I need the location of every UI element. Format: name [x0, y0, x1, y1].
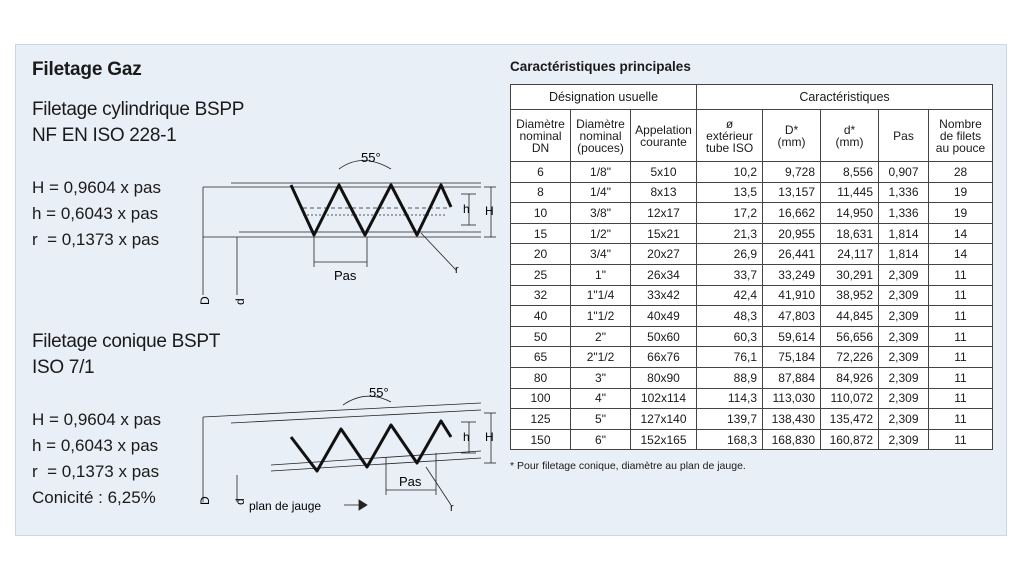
table-cell: 11: [929, 326, 993, 347]
table-cell: 1,814: [879, 223, 929, 244]
column-header-line: Appelation: [635, 122, 692, 137]
table-cell: 11,445: [821, 182, 879, 203]
column-header: [697, 110, 763, 162]
table-cell: 3/8": [571, 203, 631, 224]
column-header-line: (pouces): [577, 140, 624, 155]
bspp-angle-label: 55°: [361, 150, 381, 165]
bspt-thread-diagram: [191, 377, 501, 527]
table-row: [511, 306, 993, 327]
table-cell: 11: [929, 367, 993, 388]
table-cell: 38,952: [821, 285, 879, 306]
table-cell: 168,3: [697, 429, 763, 450]
table-cell: 3": [571, 367, 631, 388]
table-cell: 1": [571, 264, 631, 285]
table-cell: 138,430: [763, 409, 821, 430]
table-cell: 2": [571, 326, 631, 347]
group-header-designation: Désignation usuelle: [511, 85, 697, 110]
table-cell: 11: [929, 409, 993, 430]
column-header-line: Nombre: [939, 116, 982, 131]
table-cell: 84,926: [821, 367, 879, 388]
table-cell: 20: [511, 244, 571, 265]
column-header-line: d*: [843, 122, 856, 137]
table-cell: 19: [929, 182, 993, 203]
table-cell: 87,884: [763, 367, 821, 388]
table-cell: 50: [511, 326, 571, 347]
table-cell: 6: [511, 162, 571, 183]
table-body: [511, 162, 993, 450]
table-cell: 113,030: [763, 388, 821, 409]
table-cell: 32: [511, 285, 571, 306]
bspp-formula-r: r = 0,1373 x pas: [32, 230, 160, 249]
table-row: [511, 203, 993, 224]
column-header: [879, 110, 929, 162]
table-cell: 160,872: [821, 429, 879, 450]
bspp-d-label: d: [233, 298, 247, 305]
table-cell: 1"1/2: [571, 306, 631, 327]
column-header-line: Diamètre: [576, 116, 625, 131]
table-cell: 2,309: [879, 285, 929, 306]
table-cell: 33,249: [763, 264, 821, 285]
table-cell: 12x17: [631, 203, 697, 224]
table-cell: 8,556: [821, 162, 879, 183]
table-cell: 1,336: [879, 182, 929, 203]
table-cell: 80: [511, 367, 571, 388]
column-header-line: de filets: [939, 128, 982, 143]
table-cell: 135,472: [821, 409, 879, 430]
table-row: [511, 347, 993, 368]
table-cell: 66x76: [631, 347, 697, 368]
bspt-formula-h: h = 0,6043 x pas: [32, 436, 159, 455]
table-cell: 127x140: [631, 409, 697, 430]
table-cell: 88,9: [697, 367, 763, 388]
column-header: [511, 110, 571, 162]
bspt-D-label: D: [198, 496, 212, 505]
table-cell: 2,309: [879, 264, 929, 285]
content-panel: [15, 44, 1007, 536]
table-row: [511, 367, 993, 388]
table-cell: 21,3: [697, 223, 763, 244]
bspp-D-label: D: [198, 296, 212, 305]
table-cell: 2,309: [879, 367, 929, 388]
table-cell: 44,845: [821, 306, 879, 327]
column-header: [631, 110, 697, 162]
table-cell: 1,814: [879, 244, 929, 265]
table-cell: 10: [511, 203, 571, 224]
table-cell: 168,830: [763, 429, 821, 450]
table-cell: 10,2: [697, 162, 763, 183]
table-cell: 28: [929, 162, 993, 183]
table-cell: 72,226: [821, 347, 879, 368]
column-header-line: D*: [784, 122, 799, 137]
table-cell: 11: [929, 388, 993, 409]
table-cell: 14: [929, 244, 993, 265]
table-cell: 11: [929, 306, 993, 327]
column-header-line: Diamètre: [516, 116, 565, 131]
table-cell: 26x34: [631, 264, 697, 285]
table-cell: 5": [571, 409, 631, 430]
table-cell: 41,910: [763, 285, 821, 306]
page-title: Filetage Gaz: [32, 59, 142, 80]
bspp-r-label: r: [455, 264, 459, 276]
table-cell: 102x114: [631, 388, 697, 409]
table-cell: 33x42: [631, 285, 697, 306]
bspt-H-label: H: [485, 430, 494, 444]
table-cell: 60,3: [697, 326, 763, 347]
bspp-h-label: h: [463, 202, 470, 216]
table-cell: 20,955: [763, 223, 821, 244]
bspt-formula-H: H = 0,9604 x pas: [32, 410, 162, 429]
table-row: [511, 285, 993, 306]
bspp-H-label: H: [485, 204, 494, 218]
table-cell: 139,7: [697, 409, 763, 430]
table-row: [511, 182, 993, 203]
bspt-h-label: h: [463, 430, 470, 444]
table-cell: 11: [929, 347, 993, 368]
column-header-line: tube ISO: [705, 140, 754, 155]
column-header-line: Pas: [893, 128, 914, 143]
table-row: [511, 162, 993, 183]
table-cell: 2,309: [879, 429, 929, 450]
table-cell: 1,336: [879, 203, 929, 224]
bspt-conicite: Conicité : 6,25%: [32, 488, 156, 507]
table-cell: 4": [571, 388, 631, 409]
group-header-caracteristiques: Caractéristiques: [697, 85, 993, 110]
table-cell: 11: [929, 429, 993, 450]
table-cell: 65: [511, 347, 571, 368]
column-header: [821, 110, 879, 162]
bspt-r-label: r: [450, 502, 454, 514]
column-header-line: (mm): [835, 134, 864, 149]
table-cell: 2,309: [879, 347, 929, 368]
table-cell: 42,4: [697, 285, 763, 306]
table-cell: 13,157: [763, 182, 821, 203]
table-row: [511, 326, 993, 347]
table-cell: 1/8": [571, 162, 631, 183]
bspt-plan-de-jauge-label: plan de jauge: [249, 499, 322, 513]
column-header: [571, 110, 631, 162]
table-cell: 24,117: [821, 244, 879, 265]
column-header: [763, 110, 821, 162]
table-cell: 100: [511, 388, 571, 409]
table-cell: 25: [511, 264, 571, 285]
bspp-title: [32, 97, 244, 149]
table-cell: 8: [511, 182, 571, 203]
table-cell: 3/4": [571, 244, 631, 265]
bspp-pas-label: Pas: [334, 268, 357, 283]
table-footnote: * Pour filetage conique, diamètre au plan de jauge.: [510, 460, 746, 472]
bspt-formula-r: r = 0,1373 x pas: [32, 462, 160, 481]
table-cell: 26,9: [697, 244, 763, 265]
table-cell: 125: [511, 409, 571, 430]
table-cell: 150: [511, 429, 571, 450]
column-header-line: ø: [725, 116, 734, 131]
bspt-pas-label: Pas: [399, 474, 422, 489]
column-header-line: (mm): [777, 134, 806, 149]
column-header: [929, 110, 993, 162]
table-cell: 114,3: [697, 388, 763, 409]
table-cell: 20x27: [631, 244, 697, 265]
bspp-thread-profile: [291, 185, 451, 235]
bspt-d-label: d: [233, 498, 247, 505]
table-row: [511, 409, 993, 430]
table-cell: 11: [929, 264, 993, 285]
table-cell: 48,3: [697, 306, 763, 327]
table-cell: 2,309: [879, 409, 929, 430]
table-cell: 152x165: [631, 429, 697, 450]
table-cell: 16,662: [763, 203, 821, 224]
bspp-formulas: [32, 175, 161, 253]
column-header-line: au pouce: [935, 140, 986, 155]
table-cell: 110,072: [821, 388, 879, 409]
bspt-title-line1: Filetage conique BSPT: [32, 331, 221, 352]
table-cell: 14,950: [821, 203, 879, 224]
table-cell: 2,309: [879, 306, 929, 327]
bspt-formulas: [32, 407, 161, 511]
table-cell: 8x13: [631, 182, 697, 203]
table-cell: 1/4": [571, 182, 631, 203]
bspp-formula-H: H = 0,9604 x pas: [32, 178, 162, 197]
table-cell: 17,2: [697, 203, 763, 224]
table-cell: 1/2": [571, 223, 631, 244]
table-cell: 50x60: [631, 326, 697, 347]
table-cell: 56,656: [821, 326, 879, 347]
table-cell: 40x49: [631, 306, 697, 327]
table-cell: 11: [929, 285, 993, 306]
table-cell: 33,7: [697, 264, 763, 285]
column-header-row: [511, 110, 993, 162]
table-cell: 2"1/2: [571, 347, 631, 368]
table-cell: 40: [511, 306, 571, 327]
bspp-formula-h: h = 0,6043 x pas: [32, 204, 159, 223]
table-cell: 15: [511, 223, 571, 244]
table-row: [511, 388, 993, 409]
table-row: [511, 429, 993, 450]
bspp-title-line2: NF EN ISO 228-1: [32, 125, 177, 146]
table-cell: 19: [929, 203, 993, 224]
column-header-line: nominal: [579, 128, 622, 143]
table-cell: 30,291: [821, 264, 879, 285]
table-row: [511, 244, 993, 265]
table-cell: 15x21: [631, 223, 697, 244]
column-header-line: nominal: [519, 128, 562, 143]
column-header-line: DN: [531, 140, 550, 155]
bspp-title-line1: Filetage cylindrique BSPP: [32, 99, 245, 120]
table-cell: 13,5: [697, 182, 763, 203]
column-header-line: extérieur: [706, 128, 753, 143]
table-cell: 59,614: [763, 326, 821, 347]
table-cell: 14: [929, 223, 993, 244]
table-cell: 76,1: [697, 347, 763, 368]
table-cell: 80x90: [631, 367, 697, 388]
table-cell: 75,184: [763, 347, 821, 368]
table-cell: 47,803: [763, 306, 821, 327]
characteristics-table: [510, 84, 993, 450]
table-cell: 0,907: [879, 162, 929, 183]
table-cell: 5x10: [631, 162, 697, 183]
table-row: [511, 223, 993, 244]
bspt-title: [32, 329, 220, 381]
table-cell: 18,631: [821, 223, 879, 244]
bspp-thread-diagram: [191, 145, 501, 320]
column-header-line: courante: [640, 134, 687, 149]
table-row: [511, 264, 993, 285]
bspt-title-line2: ISO 7/1: [32, 357, 95, 378]
table-cell: 9,728: [763, 162, 821, 183]
bspt-thread-profile: [291, 421, 451, 471]
table-title: Caractéristiques principales: [510, 59, 691, 74]
table-cell: 1"1/4: [571, 285, 631, 306]
table-cell: 2,309: [879, 326, 929, 347]
bspt-angle-label: 55°: [369, 385, 389, 400]
table-cell: 6": [571, 429, 631, 450]
table-cell: 2,309: [879, 388, 929, 409]
table-cell: 26,441: [763, 244, 821, 265]
